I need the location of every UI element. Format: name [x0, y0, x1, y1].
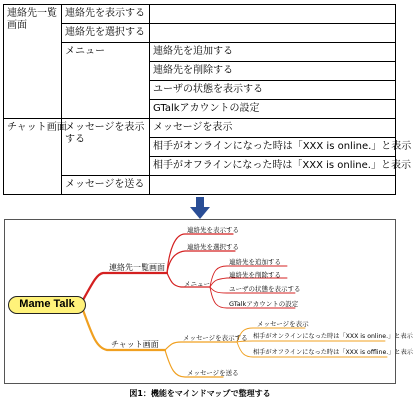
table-row: [4, 176, 396, 195]
branch-line: [167, 251, 235, 273]
table-row: [4, 43, 396, 62]
table-cell-detail: 相手がオフラインになった時は「XXX is online.」と表示: [150, 157, 396, 176]
node-delete-contact: 連絡先を削除する: [229, 271, 281, 279]
function-table: [3, 4, 412, 195]
node-display-message: メッセージを表示する: [183, 334, 248, 342]
branch-line: [165, 342, 237, 350]
node-show-contacts: 連絡先を表示する: [187, 226, 239, 234]
table-cell-detail: [150, 24, 396, 43]
mind-map-root: Mame Talk: [8, 296, 86, 314]
figure-caption: 図1：機能をマインドマップで整理する: [129, 389, 271, 398]
table-cell-function: メニュー: [62, 43, 150, 119]
table-cell-detail: [150, 176, 396, 195]
table-cell-detail: メッセージを表示: [150, 119, 396, 138]
node-send-message: メッセージを送る: [187, 369, 239, 377]
table-row: [4, 24, 396, 43]
table-cell-detail: 連絡先を削除する: [150, 62, 396, 81]
node-chat-screen: チャット画面: [111, 340, 159, 349]
mind-map: [4, 219, 413, 384]
table-row: [4, 5, 396, 24]
table-cell-function: 連絡先を選択する: [62, 24, 150, 43]
table-cell-screen: チャット画面: [4, 119, 62, 195]
table-row: [4, 119, 396, 138]
node-add-contact: 連絡先を追加する: [229, 258, 281, 266]
table-cell-detail: GTalkアカウントの設定: [150, 100, 396, 119]
table-cell-detail: [150, 5, 396, 24]
node-select-contact: 連絡先を選択する: [187, 243, 239, 251]
node-show-message: メッセージを表示: [257, 320, 309, 328]
table-cell-screen: 連絡先一覧画面: [4, 5, 62, 119]
node-gtalk-settings: GTalkアカウントの設定: [229, 300, 299, 308]
branch-line: [83, 273, 167, 300]
node-online-notice: 相手がオンラインになった時は「XXX is online.」と表示: [253, 333, 413, 340]
table-cell-detail: 連絡先を追加する: [150, 43, 396, 62]
node-contact-list-screen: 連絡先一覧画面: [109, 263, 165, 272]
table-cell-detail: ユーザの状態を表示する: [150, 81, 396, 100]
table-cell-function: メッセージを送る: [62, 176, 150, 195]
node-menu: メニュー: [184, 280, 210, 288]
down-arrow-icon: [190, 197, 210, 219]
table-cell-function: 連絡先を表示する: [62, 5, 150, 24]
table-cell-detail: 相手がオンラインになった時は「XXX is online.」と表示: [150, 138, 396, 157]
table-cell-function: メッセージを表示する: [62, 119, 150, 176]
branch-line: [237, 341, 385, 342]
node-offline-notice: 相手がオフラインになった時は「XXX is offline.」と表示: [253, 349, 413, 356]
node-show-user-status: ユーザの状態を表示する: [229, 285, 301, 293]
